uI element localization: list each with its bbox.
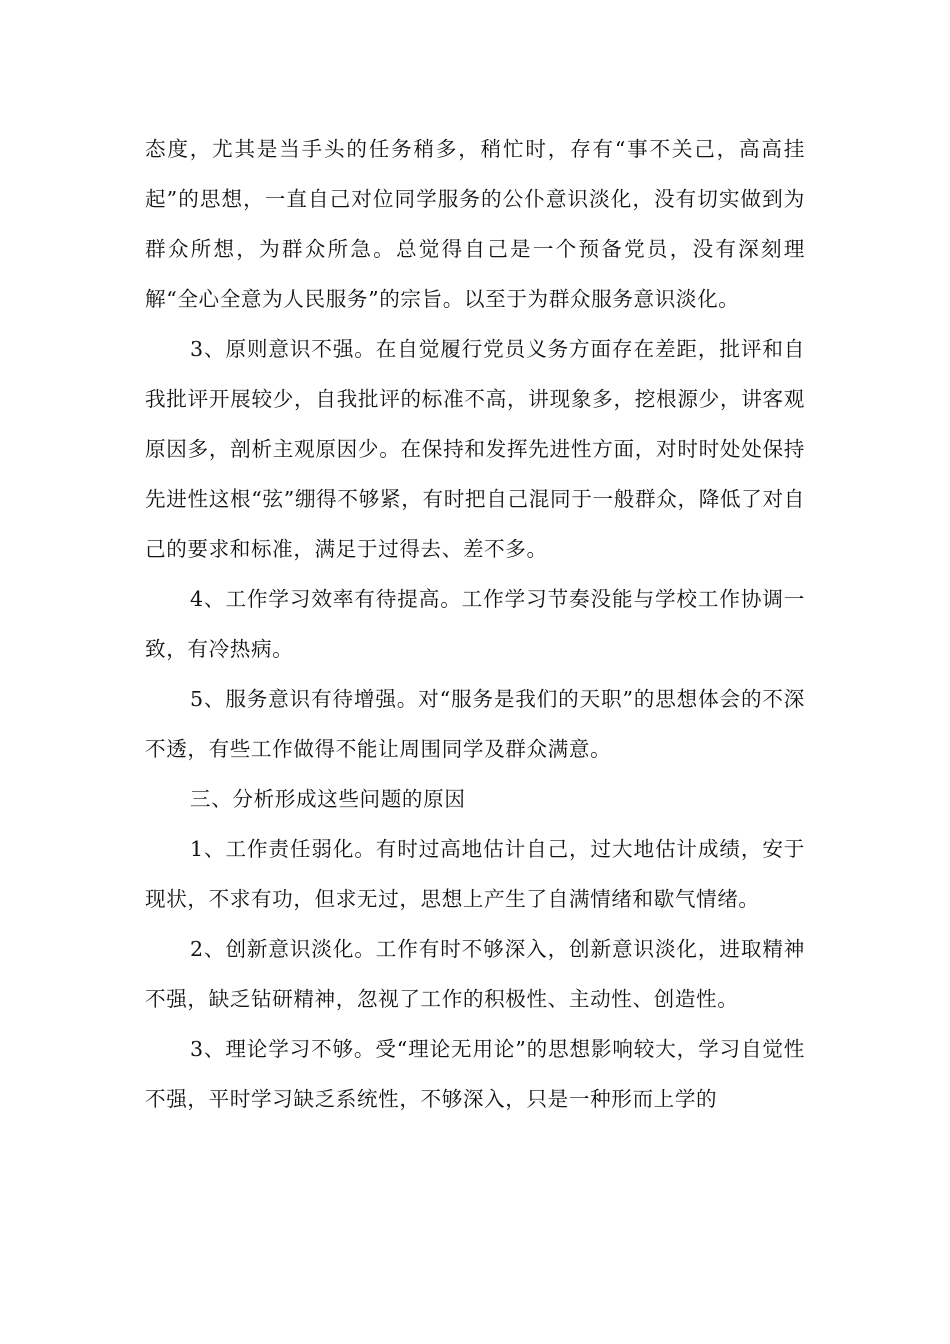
paragraph-cause-3-theory: 3、理论学习不够。受“理论无用论”的思想影响较大，学习自觉性不强，平时学习缺乏系统性，不够深入，只是一种形而上学的 xyxy=(145,1037,805,1111)
document-body xyxy=(145,124,805,1124)
paragraph-cause-2-innovation: 2、创新意识淡化。工作有时不够深入，创新意识淡化，进取精神不强，缺乏钻研精神，忽视了工作的积极性、主动性、创造性。 xyxy=(145,937,805,1011)
paragraph-continued: 态度，尤其是当手头的任务稍多，稍忙时，存有“事不关己，高高挂起”的思想，一直自己对位同学服务的公仆意识淡化，没有切实做到为群众所想，为群众所急。总觉得自己是一个预备党员，没有深刻理解“全心全意为人民服务”的宗旨。以至于为群众服务意识淡化。 xyxy=(145,137,805,311)
paragraph-cause-1-responsibility: 1、工作责任弱化。有时过高地估计自己，过大地估计成绩，安于现状，不求有功，但求无过，思想上产生了自满情绪和歇气情绪。 xyxy=(145,837,805,911)
section-heading-causes: 三、分析形成这些问题的原因 xyxy=(190,787,466,811)
paragraph-point-3-principle: 3、原则意识不强。在自觉履行党员义务方面存在差距，批评和自我批评开展较少，自我批评的标准不高，讲现象多，挖根源少，讲客观原因多，剖析主观原因少。在保持和发挥先进性方面，对时时处处保持先进性这根“弦”绷得不够紧，有时把自己混同于一般群众，降低了对自己的要求和标准，满足于过得去、差不多。 xyxy=(145,337,805,561)
paragraph-point-4-efficiency: 4、工作学习效率有待提高。工作学习节奏没能与学校工作协调一致，有冷热病。 xyxy=(145,587,805,661)
paragraph-point-5-service: 5、服务意识有待增强。对“服务是我们的天职”的思想体会的不深不透，有些工作做得不能让周围同学及群众满意。 xyxy=(145,687,805,761)
